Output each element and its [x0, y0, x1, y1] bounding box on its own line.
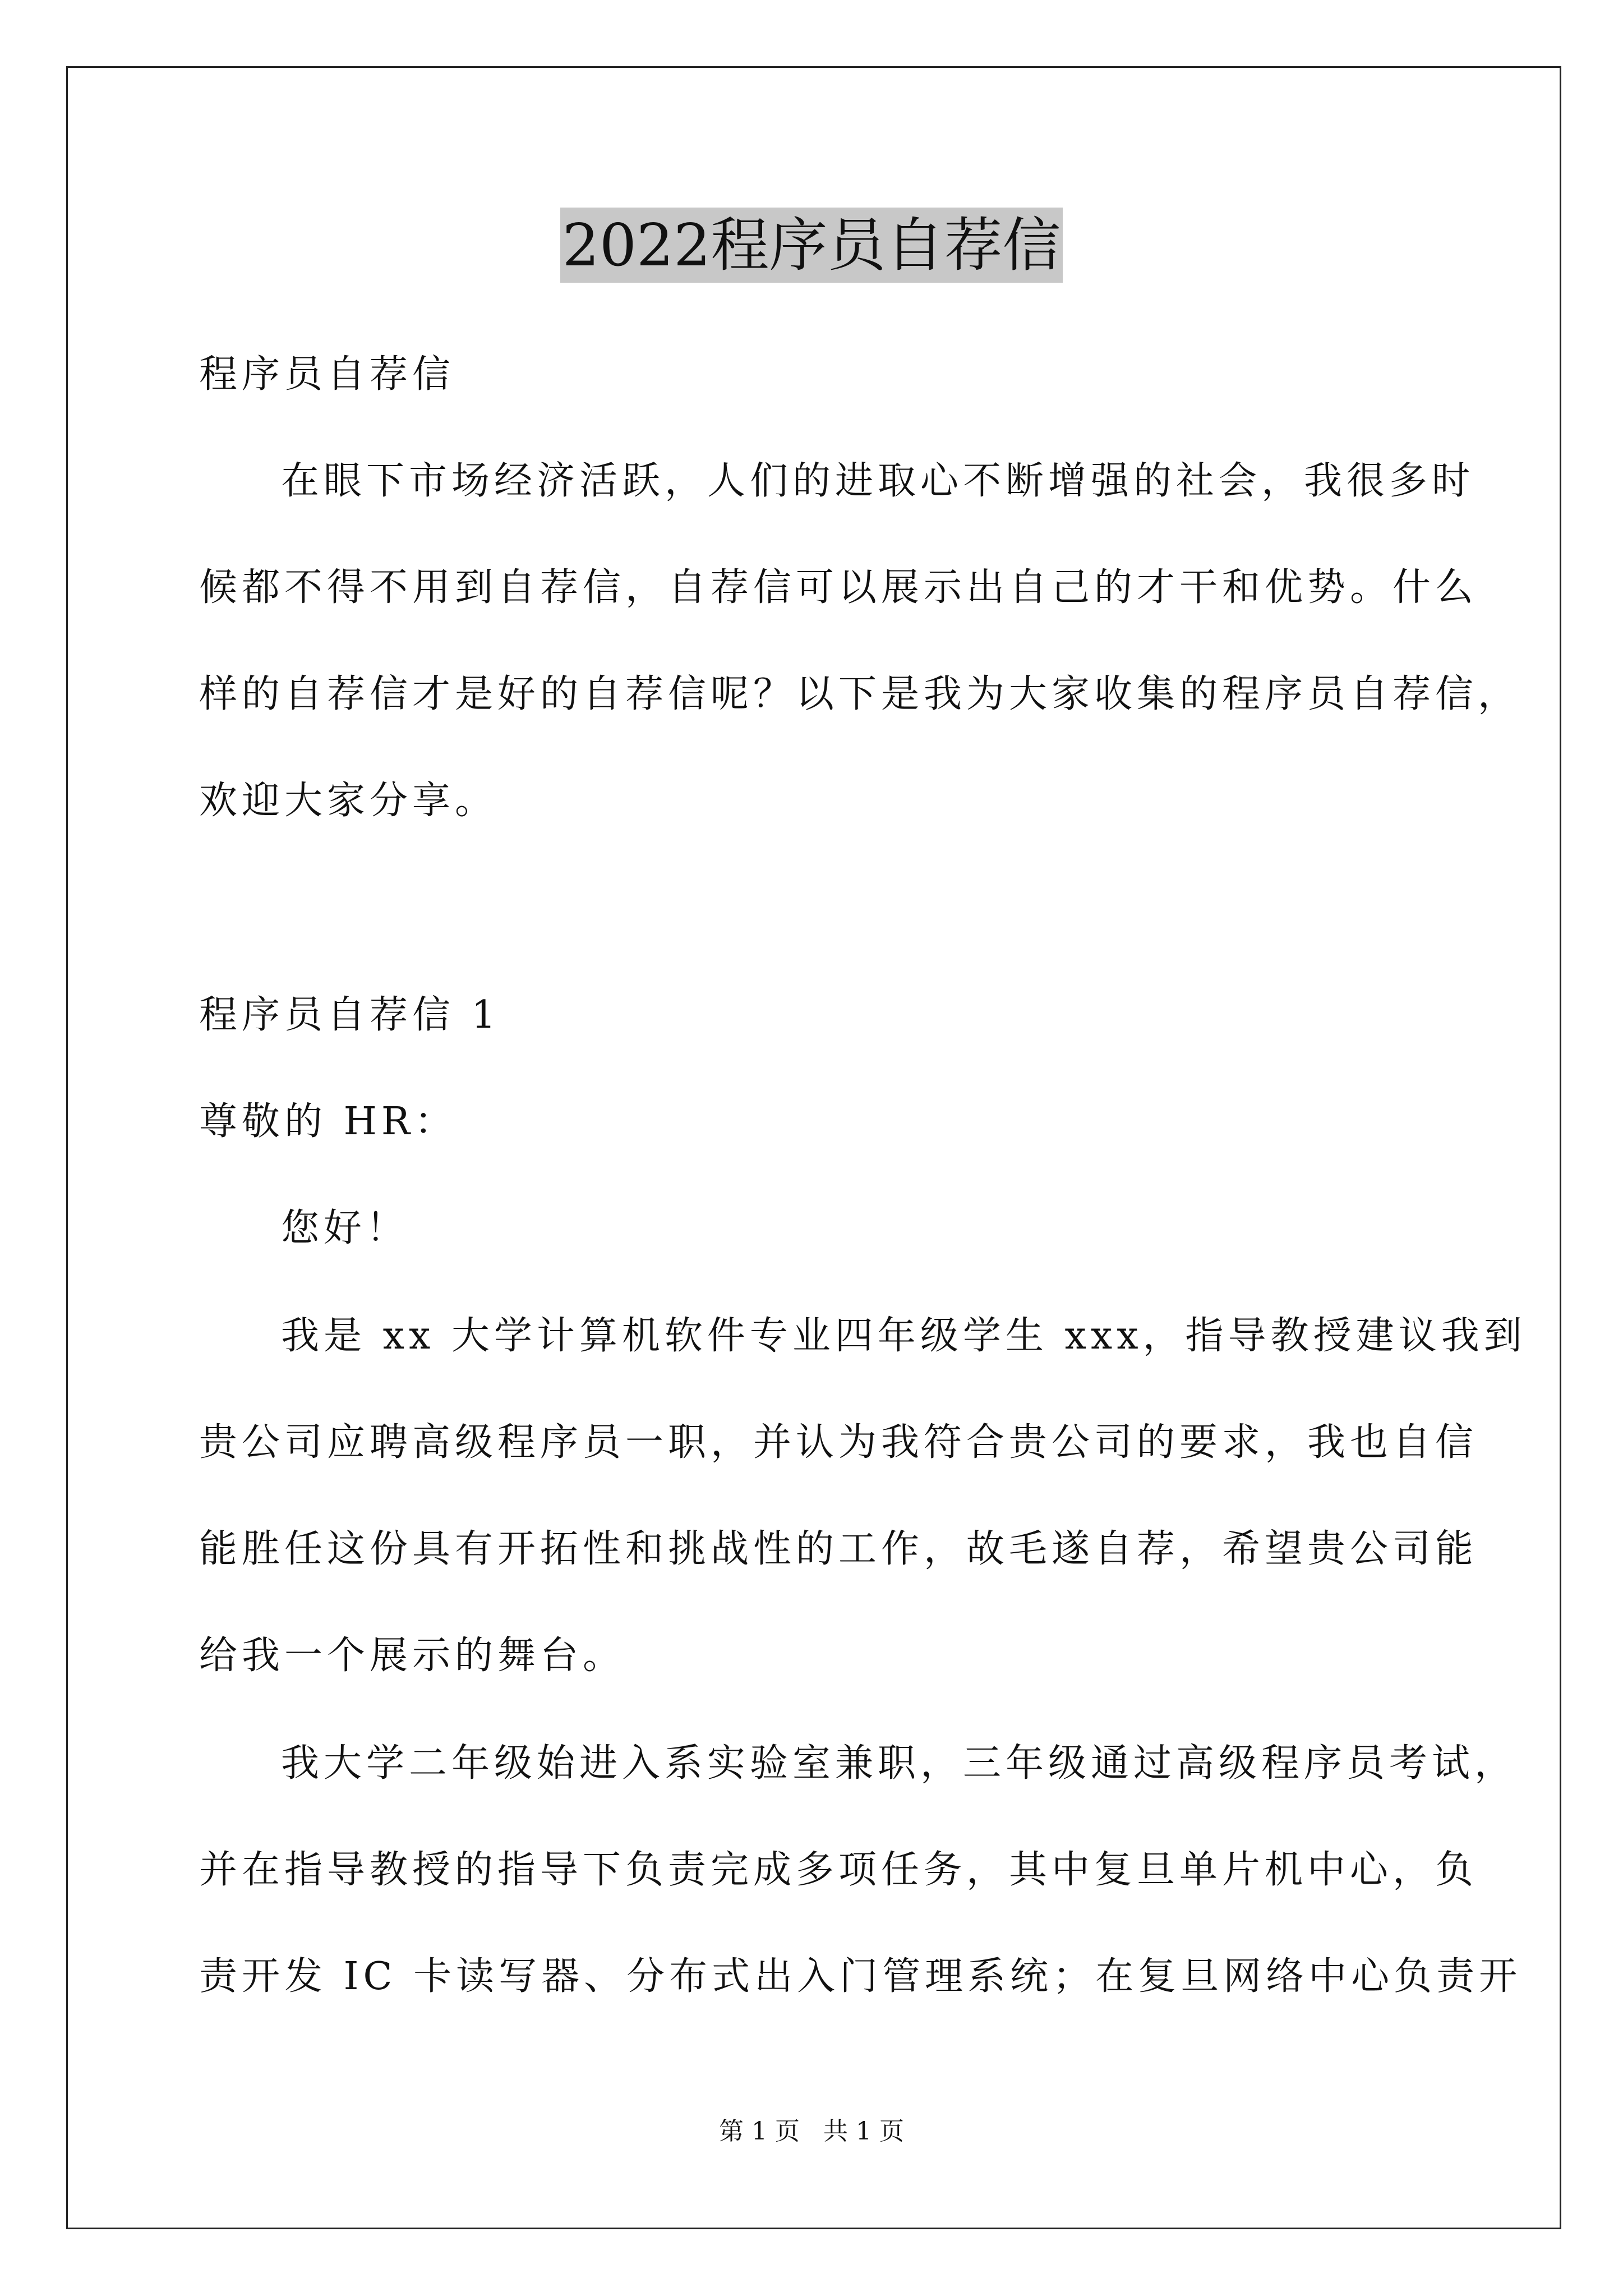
- section-heading: 程序员自荐信: [199, 352, 455, 397]
- paragraph-line: 给我一个展示的舞台。: [199, 1634, 626, 1678]
- paragraph-line: 贵公司应聘高级程序员一职，并认为我符合贵公司的要求，我也自信: [199, 1420, 1478, 1465]
- paragraph-line: 在眼下市场经济活跃，人们的进取心不断增强的社会，我很多时: [281, 459, 1475, 503]
- greeting: 您好！: [281, 1206, 409, 1250]
- paragraph-line: 能胜任这份具有开拓性和挑战性的工作，故毛遂自荐，希望贵公司能: [199, 1527, 1478, 1571]
- paragraph-line: 我大学二年级始进入系实验室兼职，三年级通过高级程序员考试，: [281, 1741, 1518, 1786]
- document-title: 2022程序员自荐信: [560, 208, 1063, 283]
- paragraph-line: 责开发 IC 卡读写器、分布式出入门管理系统；在复旦网络中心负责开: [199, 1954, 1522, 1999]
- paragraph-line: 样的自荐信才是好的自荐信呢？以下是我为大家收集的程序员自荐信，: [199, 672, 1521, 716]
- salutation: 尊敬的 HR：: [199, 1099, 458, 1144]
- title-container: [0, 208, 1623, 283]
- paragraph-line: 并在指导教授的指导下负责完成多项任务，其中复旦单片机中心，负: [199, 1848, 1478, 1892]
- paragraph-line: 欢迎大家分享。: [199, 779, 498, 823]
- paragraph-line: 候都不得不用到自荐信，自荐信可以展示出自己的才干和优势。什么: [199, 565, 1478, 610]
- section-heading: 程序员自荐信 1: [199, 993, 500, 1037]
- page-footer: 第 1 页 共 1 页: [719, 2117, 904, 2146]
- paragraph-line: 我是 xx 大学计算机软件专业四年级学生 xxx，指导教授建议我到: [281, 1314, 1527, 1358]
